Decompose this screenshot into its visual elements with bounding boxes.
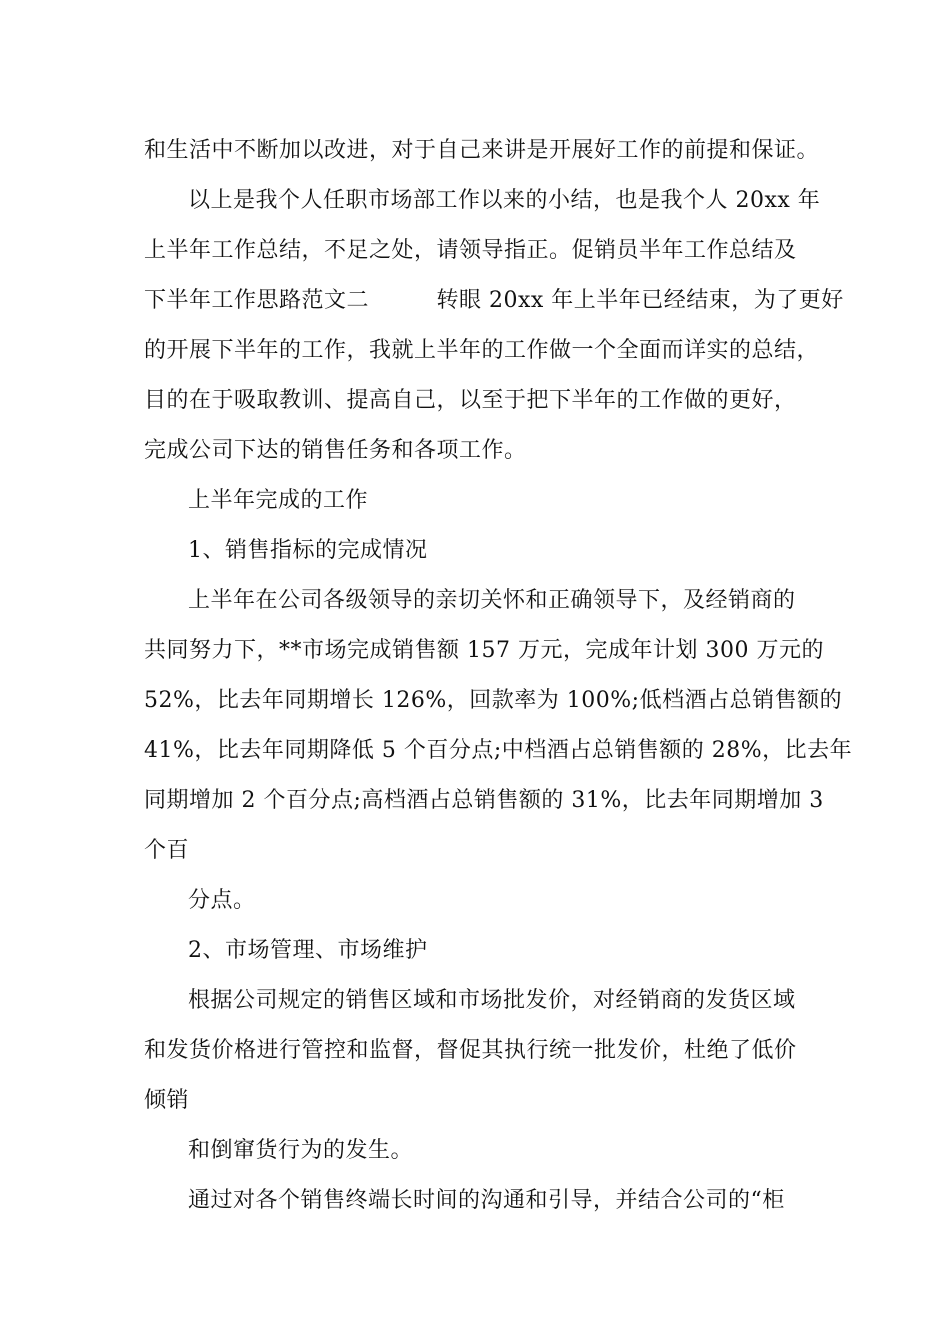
text-line: 共同努力下，**市场完成销售额 157 万元，完成年计划 300 万元的 (144, 638, 824, 663)
text-line: 同期增加 2 个百分点;高档酒占总销售额的 31%，比去年同期增加 3 (144, 788, 824, 813)
subsection-heading: 2、市场管理、市场维护 (188, 938, 428, 963)
text-line: 目的在于吸取教训、提高自己，以至于把下半年的工作做的更好， (144, 388, 797, 413)
text-line: 根据公司规定的销售区域和市场批发价，对经销商的发货区域 (188, 988, 796, 1013)
text-line: 下半年工作思路范文二 转眼 20xx 年上半年已经结束，为了更好 (144, 288, 844, 313)
text-line: 上半年工作总结，不足之处，请领导指正。促销员半年工作总结及 (144, 238, 797, 263)
text-line: 分点。 (188, 888, 256, 913)
text-line: 和发货价格进行管控和监督，督促其执行统一批发价，杜绝了低价 (144, 1038, 797, 1063)
text-line: 上半年在公司各级领导的亲切关怀和正确领导下，及经销商的 (188, 588, 796, 613)
subsection-heading: 1、销售指标的完成情况 (188, 538, 428, 563)
text-line: 和生活中不断加以改进，对于自己来讲是开展好工作的前提和保证。 (144, 138, 820, 163)
text-line: 以上是我个人任职市场部工作以来的小结，也是我个人 20xx 年 (188, 188, 821, 213)
text-line: 和倒窜货行为的发生。 (188, 1138, 414, 1163)
section-heading: 上半年完成的工作 (188, 488, 369, 513)
text-line: 倾销 (144, 1088, 190, 1113)
text-line: 完成公司下达的销售任务和各项工作。 (144, 438, 527, 463)
text-line: 41%，比去年同期降低 5 个百分点;中档酒占总销售额的 28%，比去年 (144, 738, 853, 763)
text-line: 通过对各个销售终端长时间的沟通和引导，并结合公司的“柜 (188, 1188, 785, 1213)
text-line: 的开展下半年的工作，我就上半年的工作做一个全面而详实的总结， (144, 338, 820, 363)
text-line: 个百 (144, 838, 190, 863)
text-line: 52%，比去年同期增长 126%，回款率为 100%;低档酒占总销售额的 (144, 688, 843, 713)
